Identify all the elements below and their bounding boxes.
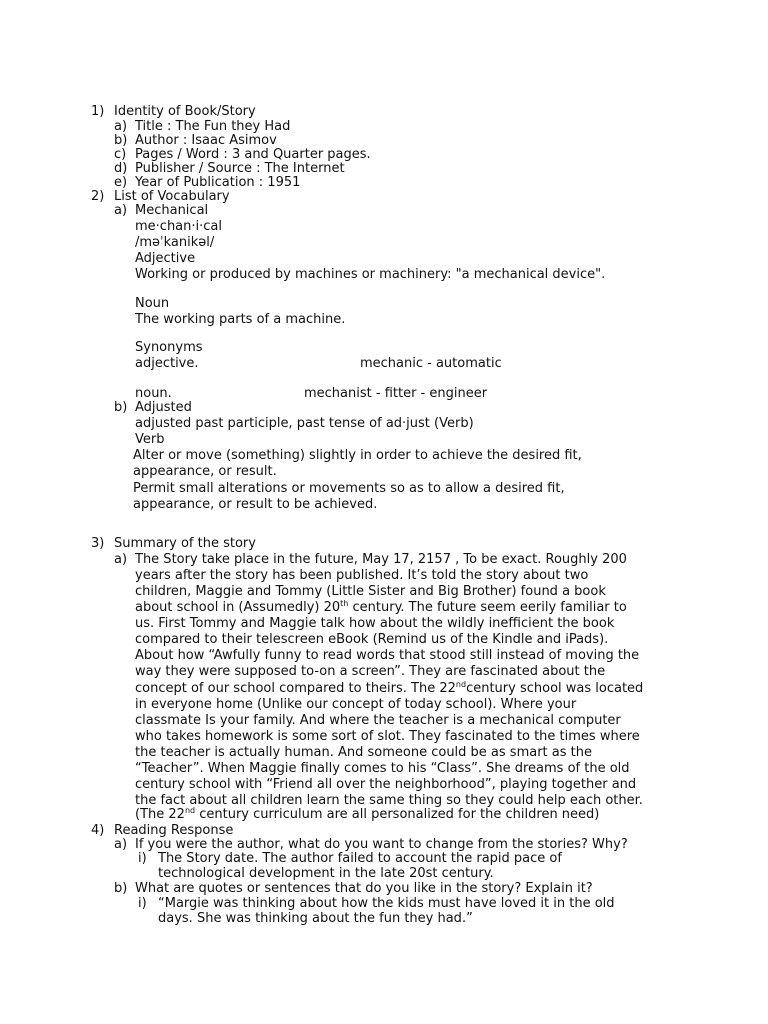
summary-line: the fact about all children learn the same thing so they could help each other.: [135, 793, 643, 808]
summary-line: children, Maggie and Tommy (Little Sister and Big Brother) found a book: [135, 584, 606, 599]
superscript: th: [340, 599, 349, 608]
response-answer: days. She was thinking about the fun they had.”: [158, 911, 473, 926]
list-marker: i): [138, 851, 147, 866]
summary-line: concept of our school compared to theirs. The 22ndcentury school was located: [135, 680, 644, 696]
synonyms-list: mechanist - fitter - engineer: [304, 386, 488, 401]
summary-line: way they were supposed to-on a screen”. They are fascinated about the: [135, 664, 606, 679]
vocab-pronunciation: /məˈkanikəl/: [135, 235, 215, 250]
list-marker: b): [114, 400, 128, 415]
list-marker: a): [114, 837, 128, 852]
synonyms-label: noun.: [135, 386, 172, 401]
summary-line: in everyone home (Unlike our concept of today school). Where your: [135, 697, 577, 712]
list-marker: i): [138, 896, 147, 911]
vocab-definition: Permit small alterations or movements so as to allow a desired fit,: [133, 481, 565, 496]
vocab-definition: appearance, or result.: [133, 464, 277, 479]
vocab-inflection: adjusted past participle, past tense of ad·just (Verb): [135, 416, 474, 431]
summary-line: who takes homework is some sort of slot. They fascinated to the times where: [135, 729, 640, 744]
list-number: 4): [91, 823, 105, 838]
list-marker: d): [114, 161, 128, 176]
response-question: If you were the author, what do you want to change from the stories? Why?: [135, 837, 628, 852]
summary-line: century school with “Friend all over the neighborhood”, playing together and: [135, 777, 637, 792]
list-marker: c): [114, 147, 127, 162]
book-pages: Pages / Word : 3 and Quarter pages.: [135, 147, 371, 162]
book-title: Title : The Fun they Had: [135, 119, 291, 134]
section-heading: Identity of Book/Story: [114, 104, 256, 119]
summary-line: the teacher is actually human. And someone could be as smart as the: [135, 745, 592, 760]
summary-line: about school in (Assumedly) 20th century. The future seem eerily familiar to: [135, 599, 627, 615]
book-publisher: Publisher / Source : The Internet: [135, 161, 345, 176]
list-number: 3): [91, 536, 105, 551]
vocab-definition: Working or produced by machines or machinery: "a mechanical device".: [135, 267, 606, 282]
list-marker: a): [114, 119, 128, 134]
response-question: What are quotes or sentences that do you like in the story? Explain it?: [135, 881, 593, 896]
summary-line: us. First Tommy and Maggie talk how about the wildly inefficient the book: [135, 616, 615, 631]
vocab-pos: Adjective: [135, 251, 196, 266]
response-answer: “Margie was thinking about how the kids must have loved it in the old: [158, 896, 615, 911]
book-year: Year of Publication : 1951: [135, 175, 301, 190]
response-answer: The Story date. The author failed to account the rapid pace of: [158, 851, 562, 866]
vocab-pos: Verb: [135, 432, 165, 447]
list-marker: b): [114, 881, 128, 896]
synonyms-label: adjective.: [135, 356, 199, 371]
summary-line: classmate Is your family. And where the teacher is a mechanical computer: [135, 713, 621, 728]
list-marker: b): [114, 133, 128, 148]
list-marker: a): [114, 552, 128, 567]
synonyms-list: mechanic - automatic: [360, 356, 502, 371]
list-number: 2): [91, 189, 105, 204]
list-marker: e): [114, 175, 128, 190]
superscript: nd: [184, 806, 196, 815]
vocab-pos: Noun: [135, 296, 170, 311]
section-heading: Summary of the story: [114, 536, 256, 551]
section-heading: Reading Response: [114, 823, 234, 838]
vocab-definition: The working parts of a machine.: [135, 312, 346, 327]
summary-line: The Story take place in the future, May 17, 2157 , To be exact. Roughly 200: [135, 552, 627, 567]
summary-line: “Teacher”. When Maggie finally comes to his “Class”. She dreams of the old: [135, 761, 630, 776]
summary-line: compared to their telescreen eBook (Remind us of the Kindle and iPads).: [135, 632, 609, 647]
response-answer: technological development in the late 20st century.: [158, 866, 494, 881]
vocab-definition: Alter or move (something) slightly in order to achieve the desired fit,: [133, 448, 582, 463]
summary-line: (The 22nd century curriculum are all personalized for the children need): [135, 806, 600, 822]
summary-line: About how “Awfully funny to read words that stood still instead of moving the: [135, 648, 640, 663]
vocab-word: Mechanical: [135, 203, 209, 218]
section-heading: List of Vocabulary: [114, 189, 230, 204]
vocab-syllables: me·chan·i·cal: [135, 219, 222, 234]
book-author: Author : Isaac Asimov: [135, 133, 277, 148]
vocab-word: Adjusted: [135, 400, 192, 415]
synonyms-title: Synonyms: [135, 340, 203, 355]
superscript: nd: [455, 680, 467, 689]
list-marker: a): [114, 203, 128, 218]
summary-line: years after the story has been published. It’s told the story about two: [135, 568, 589, 583]
list-number: 1): [91, 104, 105, 119]
vocab-definition: appearance, or result to be achieved.: [133, 497, 378, 512]
